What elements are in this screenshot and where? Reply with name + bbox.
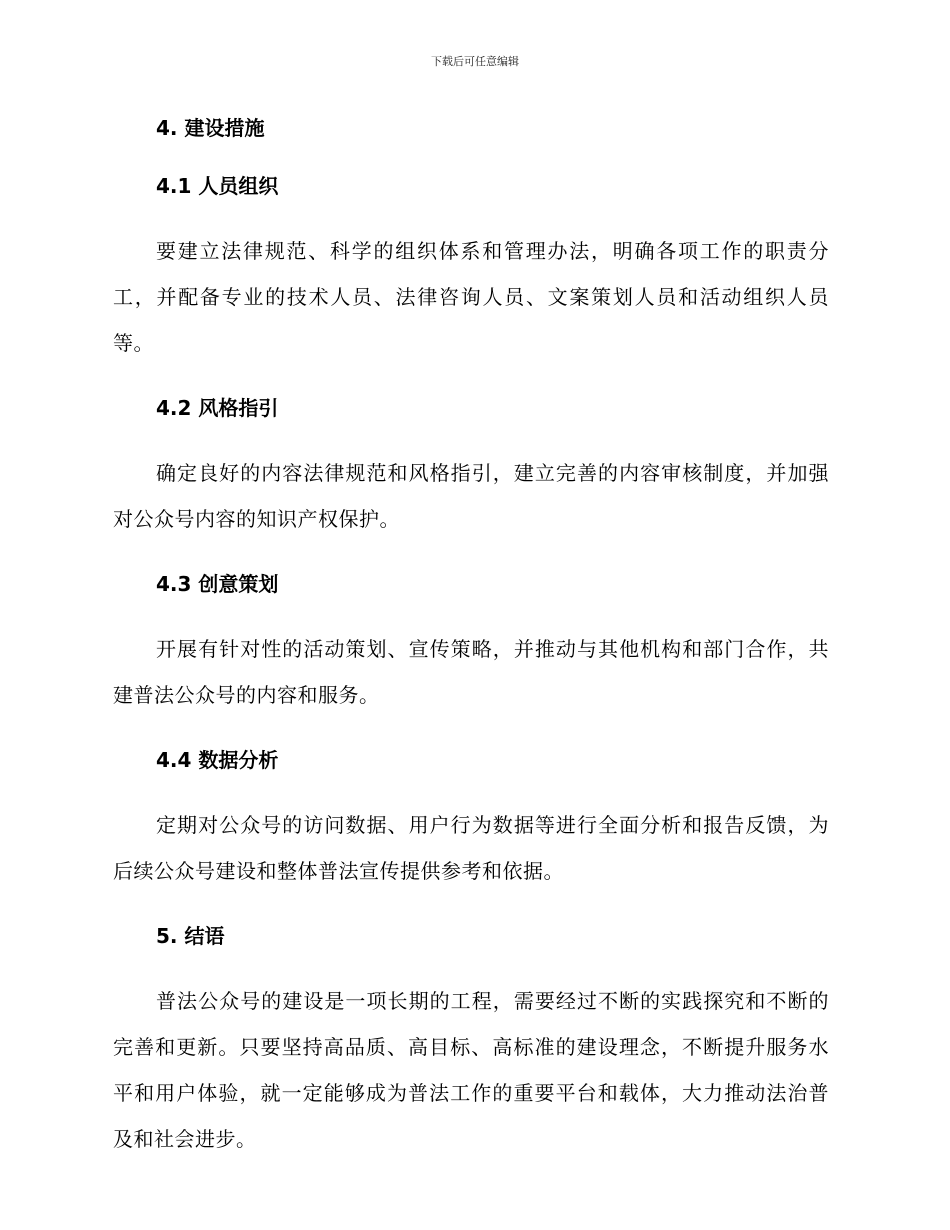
subsection-body-creative-planning: 开展有针对性的活动策划、宣传策略，并推动与其他机构和部门合作，共建普法公众号的内容和服务。: [113, 637, 829, 707]
subsection-body-personnel: 要建立法律规范、科学的组织体系和管理办法，明确各项工作的职责分工，并配备专业的技术人员、法律咨询人员、文案策划人员和活动组织人员等。: [113, 239, 829, 355]
subsection-creative-planning: [113, 568, 829, 718]
subsection-data-analysis: [113, 744, 829, 894]
conclusion-heading: 5. 结语: [156, 924, 225, 948]
subsection-heading-creative-planning: 4.3 创意策划: [156, 572, 279, 596]
section-heading-construction-measures: 4. 建设措施: [156, 116, 265, 140]
subsection-heading-style-guide: 4.2 风格指引: [156, 396, 279, 420]
conclusion-body: 普法公众号的建设是一项长期的工程，需要经过不断的实践探究和不断的完善和更新。只要坚持高品质、高目标、高标准的建设理念，不断提升服务水平和用户体验，就一定能够成为普法工作的重要平台和载体，大力推动法治普及和社会进步。: [113, 989, 829, 1151]
subsection-personnel: [113, 170, 829, 366]
subsection-body-data-analysis: 定期对公众号的访问数据、用户行为数据等进行全面分析和报告反馈，为后续公众号建设和整体普法宣传提供参考和依据。: [113, 813, 829, 883]
subsection-heading-personnel: 4.1 人员组织: [156, 174, 279, 198]
page-header: 下载后可任意编辑: [431, 55, 519, 68]
document-body: [113, 112, 829, 1188]
subsection-body-style-guide: 确定良好的内容法律规范和风格指引，建立完善的内容审核制度，并加强对公众号内容的知识产权保护。: [113, 461, 829, 531]
subsection-style-guide: [113, 392, 829, 542]
subsection-heading-data-analysis: 4.4 数据分析: [156, 748, 279, 772]
conclusion-section: [113, 920, 829, 1162]
